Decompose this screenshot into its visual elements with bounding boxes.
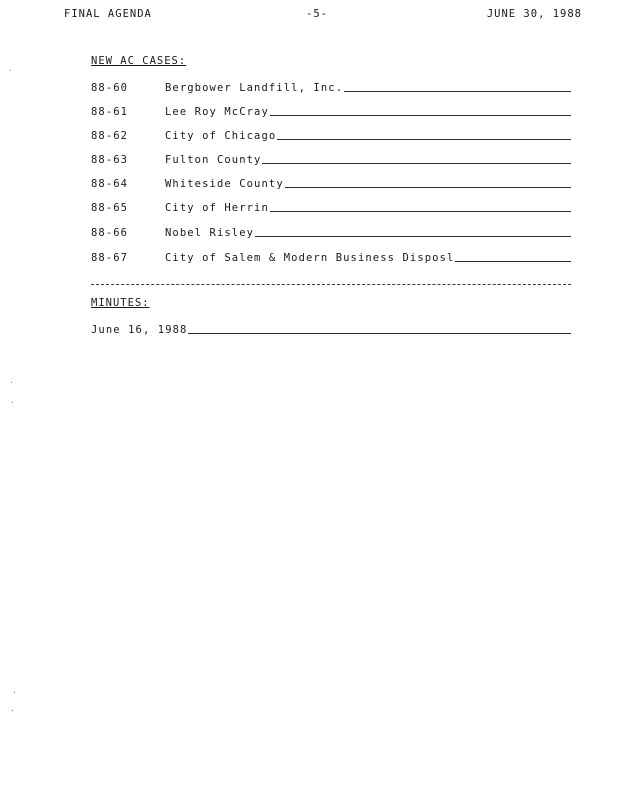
fill-line: [262, 163, 571, 164]
case-name: Lee Roy McCray: [165, 106, 269, 118]
minutes-row: [91, 322, 571, 336]
case-row: [91, 176, 571, 190]
case-number: 88-62: [91, 130, 129, 142]
case-row: [91, 225, 571, 239]
agenda-date: JUNE 30, 1988: [486, 8, 582, 20]
case-name: Whiteside County: [165, 178, 284, 190]
fill-line: [285, 187, 571, 188]
fill-line: [270, 211, 571, 212]
case-number: 88-61: [91, 106, 129, 118]
case-row: [91, 80, 571, 94]
case-row: [91, 104, 571, 118]
minutes-heading: MINUTES:: [91, 297, 150, 309]
minutes-date: June 16, 1988: [91, 324, 188, 336]
fill-line: [255, 236, 571, 237]
new-ac-cases-heading: NEW AC CASES:: [91, 55, 187, 67]
case-row: [91, 250, 571, 264]
scan-speck: ·: [9, 378, 14, 387]
page-number: -5-: [306, 8, 328, 20]
fill-line: [188, 333, 571, 334]
case-name: City of Salem & Modern Business Disposl: [165, 252, 455, 264]
fill-line: [344, 91, 571, 92]
case-row: [91, 128, 571, 142]
case-name: Nobel Risley: [165, 227, 255, 239]
scan-speck: ·: [10, 706, 15, 715]
case-row: [91, 152, 571, 166]
case-name: Bergbower Landfill, Inc.: [165, 82, 344, 94]
fill-line: [277, 139, 571, 140]
case-number: 88-65: [91, 202, 129, 214]
case-number: 88-66: [91, 227, 129, 239]
case-number: 88-64: [91, 178, 129, 190]
case-name: City of Chicago: [165, 130, 277, 142]
case-number: 88-60: [91, 82, 129, 94]
section-divider: [91, 284, 571, 285]
case-row: [91, 200, 571, 214]
case-number: 88-63: [91, 154, 129, 166]
fill-line: [455, 261, 571, 262]
scan-speck: ·: [12, 688, 17, 697]
agenda-title: FINAL AGENDA: [64, 8, 152, 20]
case-name: Fulton County: [165, 154, 262, 166]
case-name: City of Herrin: [165, 202, 269, 214]
page-header: [64, 8, 582, 22]
scan-speck: ·: [8, 66, 13, 75]
scan-speck: ·: [10, 398, 15, 407]
fill-line: [270, 115, 571, 116]
case-number: 88-67: [91, 252, 129, 264]
